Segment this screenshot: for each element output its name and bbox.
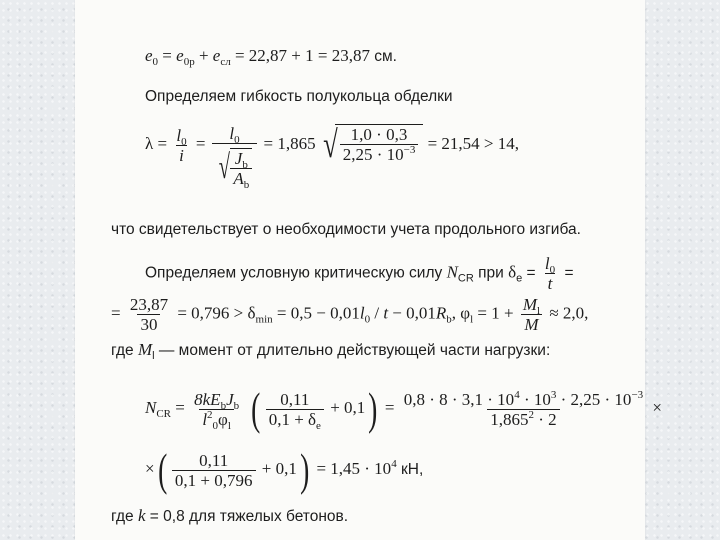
document-page [75,0,662,540]
text-moment-definition: где $M_l$ — момент от длительно действующей части нагрузки: [111,340,551,362]
footer-coefficient-note: где k = 0,8 для тяжелых бетонов. [111,506,349,525]
text-longitudinal-bending: что свидетельствует о необходимости учета продольного изгиба. [111,221,581,238]
heading-flexibility: Определяем гибкость полукольца обделки [145,88,453,105]
eccentricity-ratio-formula: = $\frac{23,87}{30}$ = $0,796 > \delta_{min} = 0,5 - 0,01l_0 / t - 0,01R_b$, $\varphi_l = 1$ + $\frac{M_l}{M}$ ≈ 2,0, [111,295,589,334]
eccentricity-formula: $e_0 = e_{0p} + e_{сл} = 22,87 + 1 = 23,87$ см. [145,46,397,68]
flexibility-formula: λ = $\frac{l_0}{i}$ = $l_0$ √ $\frac{J_b}{A_b}$ = 1,865 √ $\frac{1,0 \cdot 0,3}{2,25 \cdot 10^{-3}}$ = 21,54 > 14, [145,124,520,191]
critical-force-formula: $N_{CR}$ = $\frac{8kE_bJ_b}{l^2_0\varphi_l}$ ( $\frac{0,11}{0,1 + \delta_e}$ + 0,1) = $\frac{0,8 \cdot 8 \cdot 3,1 \cdot 10^4 \cdot 10^3 \cdot 2,25 \cdot 10^{-3}}{1,865^2 \cdot 2}$ × [145,383,662,434]
critical-force-result: ×( $\frac{0,11}{0,1 + 0,796}$ + $0,1) = 1,45 \cdot 10^4$ кН, [145,444,424,495]
heading-critical-force: Определяем условную критическую силу $N_{CR}$ при $\delta_e$ = $\frac{l_0}{t}$ = [145,254,574,293]
